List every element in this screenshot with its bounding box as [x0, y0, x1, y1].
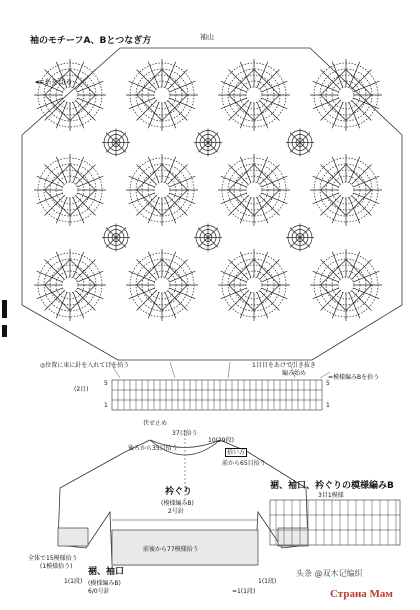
neckline-title: 衿ぐり	[165, 487, 193, 497]
cut-arrow-icon: ◂	[35, 78, 39, 86]
hem-title: 裾、袖口	[88, 567, 125, 577]
neckline-needle: 2号針	[168, 508, 184, 515]
site-watermark: Страна Мам	[330, 588, 393, 600]
pick-37-label: 37目拾う	[172, 430, 198, 437]
hem-row-right: 1(1段)	[258, 578, 277, 585]
motif-a	[34, 249, 106, 321]
motif-b	[286, 129, 314, 157]
row-label-1: 1	[104, 402, 108, 409]
hem-row-left: 1(1段)	[64, 578, 83, 585]
hem-row-legend: =1(1段)	[232, 588, 256, 595]
pick-note-center: 1目目をあけて引き抜き	[252, 362, 316, 369]
start-note: 編み始め	[282, 370, 307, 377]
sleeve-pick-label: 全体で15模様拾う	[28, 555, 78, 562]
row-label-5: 5	[104, 380, 108, 387]
pick-note-right: =模様編みBを拾う	[328, 374, 380, 381]
neckline-pattern: (模様編みB)	[161, 500, 194, 507]
sleeve-top-label: 袖山	[200, 33, 214, 41]
motif-b	[102, 224, 130, 252]
front-pick-label: 前から65目拾う	[222, 460, 266, 467]
row-label-1-right: 1	[326, 402, 330, 409]
row-label-5-right: 5	[326, 380, 330, 387]
motif-a	[34, 154, 106, 226]
rows-10-label: 10(29段)	[208, 437, 234, 444]
motif-a	[126, 249, 198, 321]
motif-b	[194, 129, 222, 157]
motif-a	[126, 154, 198, 226]
hem-pattern: (模様編みB)	[88, 580, 121, 587]
pickup-grid	[112, 380, 322, 410]
motif-a	[218, 154, 290, 226]
motif-a	[310, 249, 382, 321]
pattern-b-title: 裾、袖口、衿ぐりの模様編みB	[270, 481, 394, 491]
pick-note-left: ◎位置に束に針を入れて目を拾う	[40, 362, 130, 369]
motif-b	[286, 224, 314, 252]
stitch-count-label: (2目)	[74, 386, 89, 393]
sleeve-pick-note: (1模様拾う)	[40, 563, 73, 570]
motif-a	[126, 59, 198, 131]
motif-grid	[34, 59, 382, 321]
front-back-pick-label: 前後から77模様拾う	[143, 546, 199, 553]
motif-a	[218, 59, 290, 131]
page-marks	[2, 300, 7, 337]
motif-a	[310, 154, 382, 226]
back-pick-label: 後ろから35目拾う	[128, 445, 178, 452]
motif-a	[218, 249, 290, 321]
pick-method-box: 拾い方	[227, 449, 246, 456]
motif-b	[194, 224, 222, 252]
cut-thread-legend: ◂=糸を切る	[35, 78, 73, 86]
diagram-title: 袖のモチーフA、Bとつなぎ方	[30, 36, 152, 46]
source-watermark: 头条 @双木记编织	[296, 569, 363, 578]
motif-b	[102, 129, 130, 157]
hem-needle: 6/0号針	[88, 588, 110, 595]
pattern-b-repeat: 3目1模様	[318, 492, 344, 499]
bind-off-label: 伏せ止め	[143, 420, 168, 427]
motif-a	[310, 59, 382, 131]
